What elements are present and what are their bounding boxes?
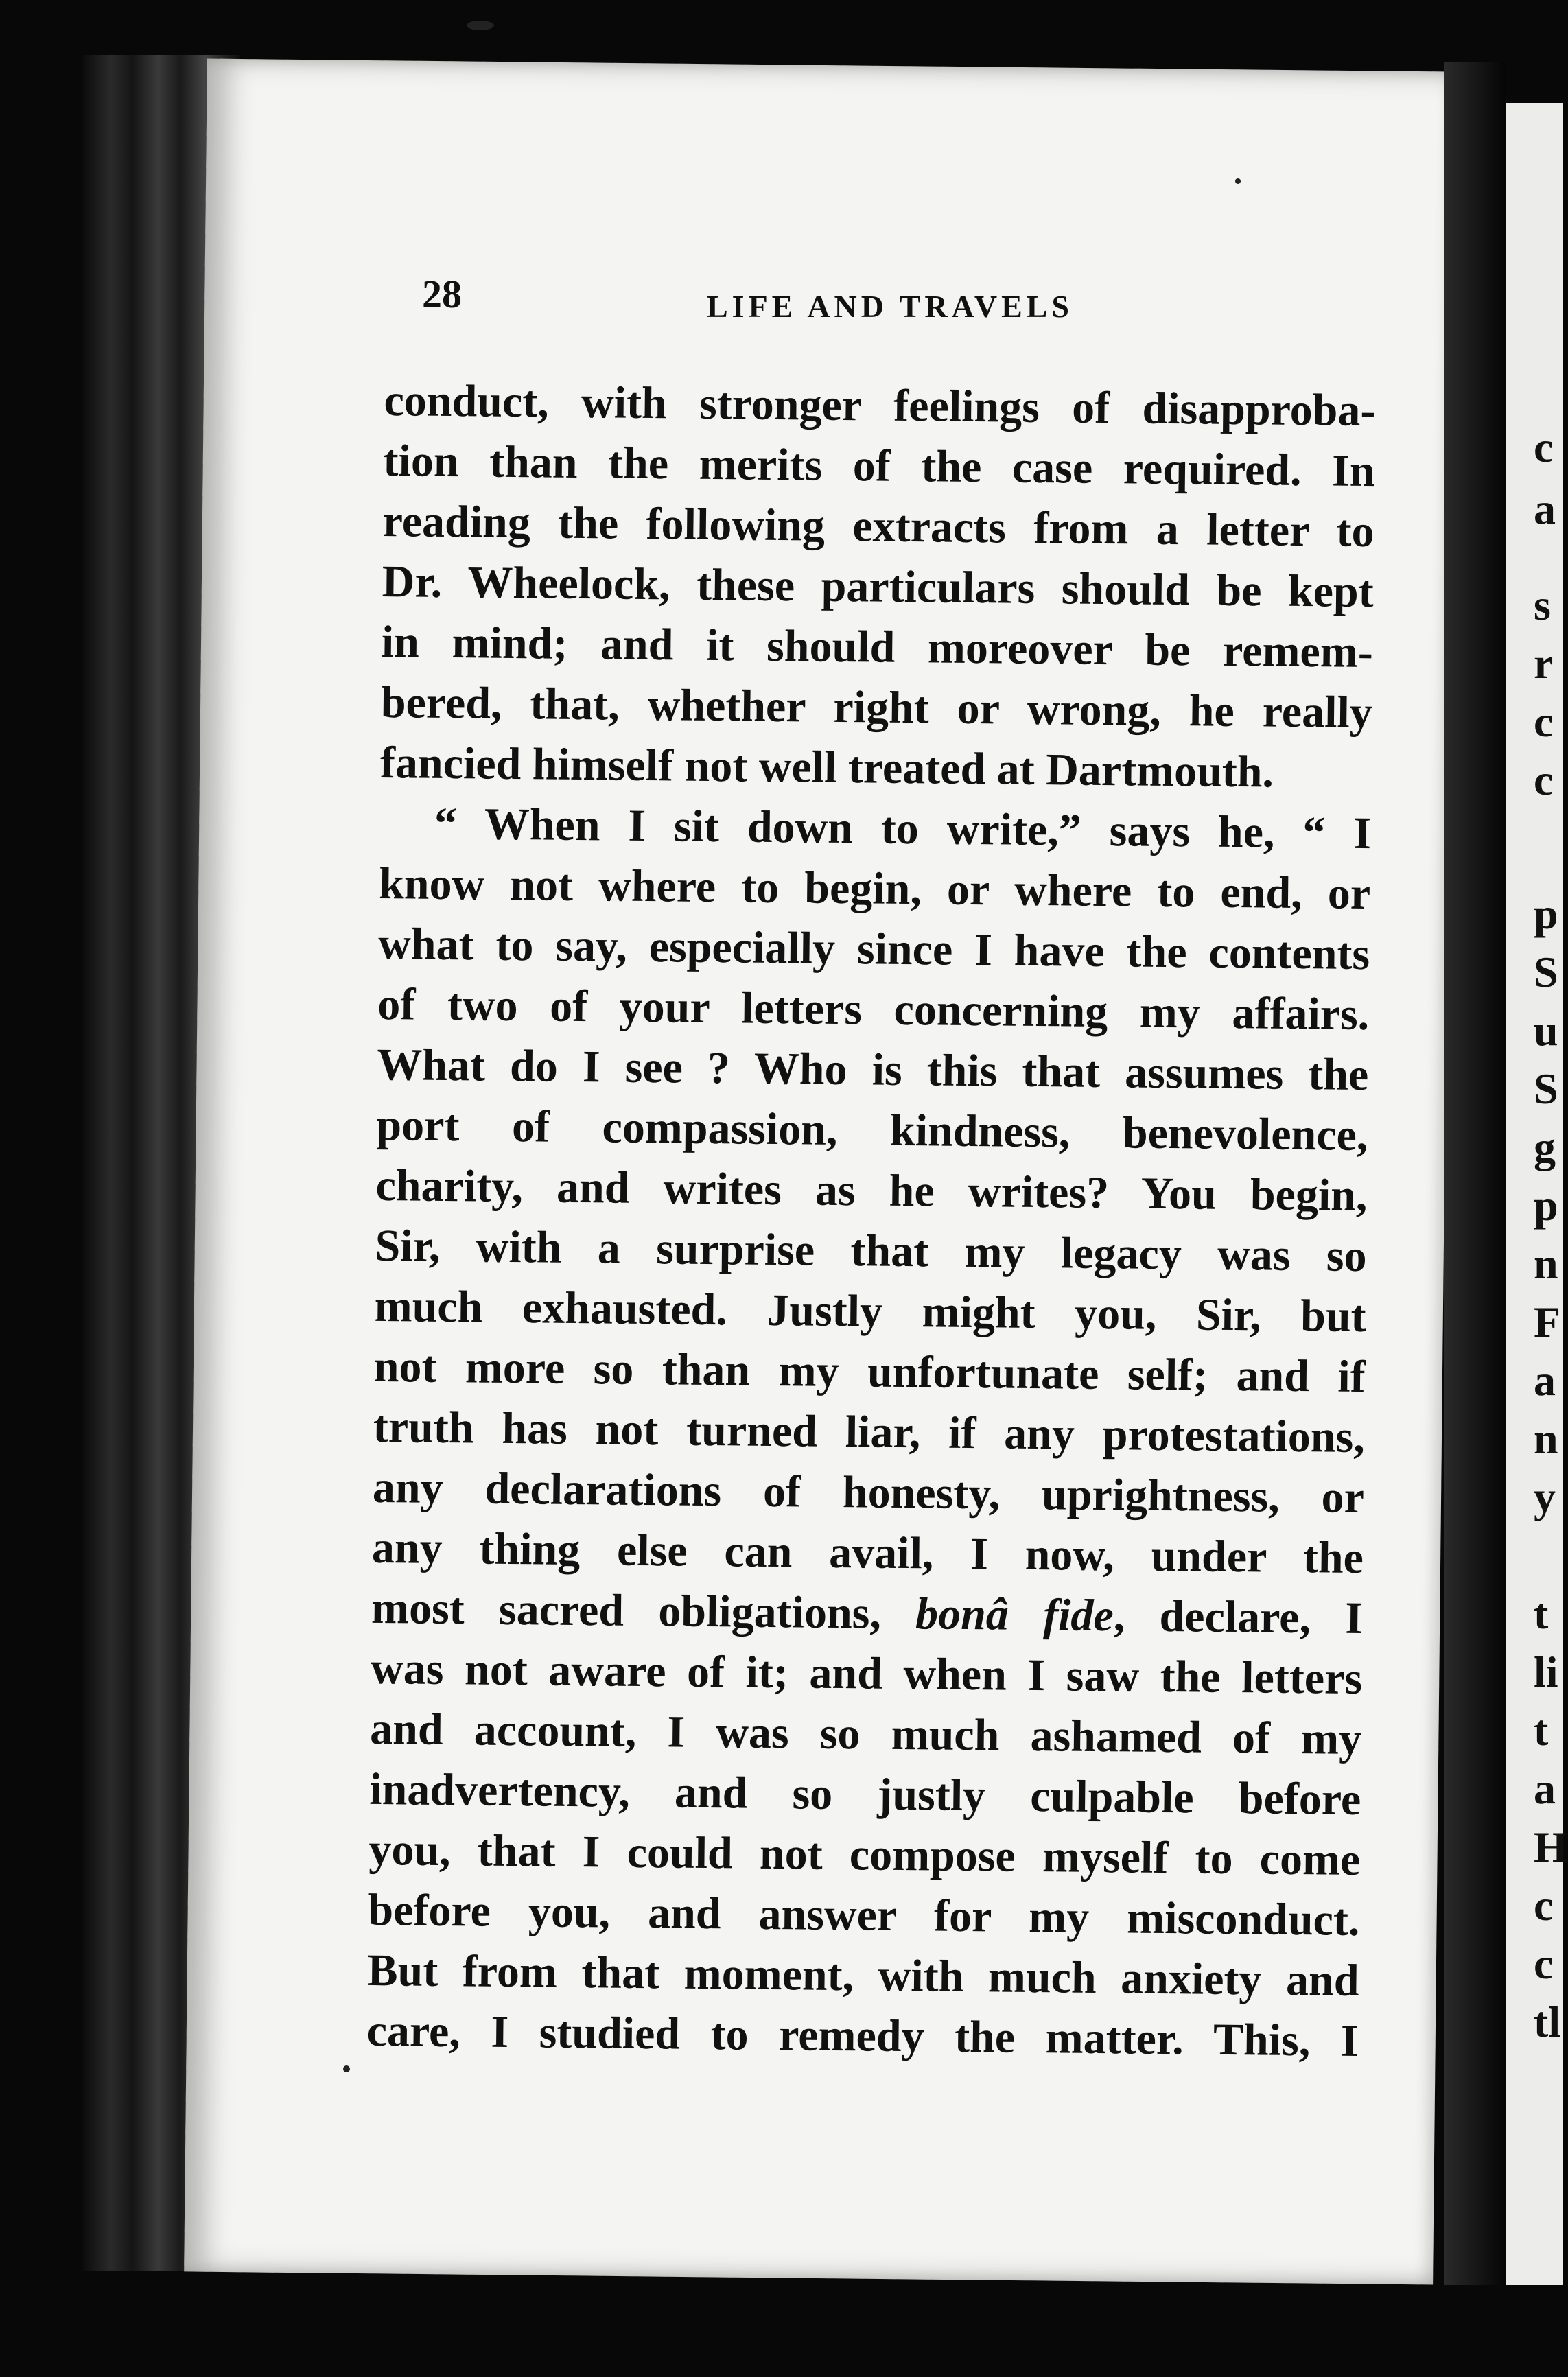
facing-page-fragment: s xyxy=(1534,581,1551,629)
facing-page-fragment: p xyxy=(1534,1181,1558,1230)
facing-page-fragment: c xyxy=(1534,756,1554,804)
text-line: bered, that, whether right or wrong, he really xyxy=(380,677,1373,738)
body-text xyxy=(366,371,1376,2072)
facing-page-fragment: F xyxy=(1534,1298,1561,1346)
facing-page-fragment: r xyxy=(1534,639,1554,688)
text-line: charity, and writes as he writes? You begin, xyxy=(375,1160,1368,1221)
facing-page-fragment: p xyxy=(1534,889,1558,938)
text-line: was not aware of it; and when I saw the letters xyxy=(370,1643,1363,1705)
text-line: inadvertency, and so justly culpable before xyxy=(368,1764,1361,1825)
facing-page-fragment: li xyxy=(1534,1648,1558,1696)
text-line: in mind; and it should moreover be remem- xyxy=(381,616,1374,678)
text-line: tion than the merits of the case required. In xyxy=(383,435,1375,497)
text-line: not more so than my unfortunate self; and if xyxy=(373,1341,1366,1403)
text-line: any declarations of honesty, uprightness, or xyxy=(372,1462,1365,1523)
facing-page-fragment: g xyxy=(1534,1123,1556,1171)
text-line: know not where to begin, or where to end, or xyxy=(378,858,1371,920)
facing-page-fragment: n xyxy=(1534,1239,1558,1288)
text-line: care, I studied to remedy the matter. This, I xyxy=(366,2005,1359,2066)
text-line: most sacred obligations, bonâ fide, declare, I xyxy=(371,1582,1364,1644)
text-line: you, that I could not compose myself to come xyxy=(368,1824,1361,1886)
text-line: Sir, with a surprise that my legacy was so xyxy=(375,1220,1367,1282)
scan-speck xyxy=(467,21,494,30)
text-line: Dr. Wheelock, these particulars should be kept xyxy=(382,556,1374,618)
text-line: But from that moment, with much anxiety and xyxy=(367,1945,1359,2006)
text-line: port of compassion, kindness, benevolence, xyxy=(376,1099,1368,1161)
facing-page-fragment: S xyxy=(1534,1064,1558,1113)
italic-phrase: bonâ fide xyxy=(915,1589,1114,1641)
facing-page-fragment: n xyxy=(1534,1414,1558,1463)
facing-page-fragment: a xyxy=(1534,1356,1556,1405)
text-line: any thing else can avail, I now, under the xyxy=(371,1522,1364,1584)
text-line: much exhausted. Justly might you, Sir, but xyxy=(374,1280,1367,1342)
text-line: “ When I sit down to write,” says he, “ I xyxy=(434,798,1372,859)
facing-page-fragment: t xyxy=(1534,1706,1549,1755)
facing-page-edge xyxy=(1506,103,1568,2285)
facing-page-fragment: c xyxy=(1534,1881,1554,1930)
facing-page-fragment: y xyxy=(1534,1473,1556,1521)
text-line: truth has not turned liar, if any protestations, xyxy=(373,1401,1366,1463)
text-line: what to say, especially since I have the contents xyxy=(377,918,1370,980)
facing-page-fragment: u xyxy=(1534,1006,1558,1055)
facing-page-fragment: tl xyxy=(1534,1998,1561,2046)
scan-speck xyxy=(343,2065,350,2072)
text-line: fancied himself not well treated at Dartmouth. xyxy=(379,737,1274,797)
facing-page-fragment: c xyxy=(1534,423,1554,471)
facing-page-fragment: H xyxy=(1534,1823,1568,1871)
text-line: before you, and answer for my misconduct. xyxy=(368,1884,1360,1946)
text-line: of two of your letters concerning my affairs. xyxy=(377,979,1370,1040)
text-line: reading the following extracts from a letter to xyxy=(382,495,1375,557)
gutter-shadow xyxy=(1444,62,1506,2285)
facing-page-fragment: a xyxy=(1534,484,1556,533)
facing-page-fragment: a xyxy=(1534,1764,1556,1813)
facing-page-fragment: S xyxy=(1534,948,1558,996)
facing-page-fragment: t xyxy=(1534,1589,1549,1638)
text-line: What do I see ? Who is this that assumes the xyxy=(377,1039,1369,1101)
running-head: LIFE AND TRAVELS xyxy=(707,289,1074,324)
text-line: conduct, with stronger feelings of disapproba- xyxy=(384,375,1376,436)
text-line: and account, I was so much ashamed of my xyxy=(369,1703,1362,1765)
page-number: 28 xyxy=(422,272,462,316)
scan-speck xyxy=(1235,178,1241,184)
facing-page-fragment: c xyxy=(1534,697,1554,746)
facing-page-fragment: c xyxy=(1534,1939,1554,1988)
